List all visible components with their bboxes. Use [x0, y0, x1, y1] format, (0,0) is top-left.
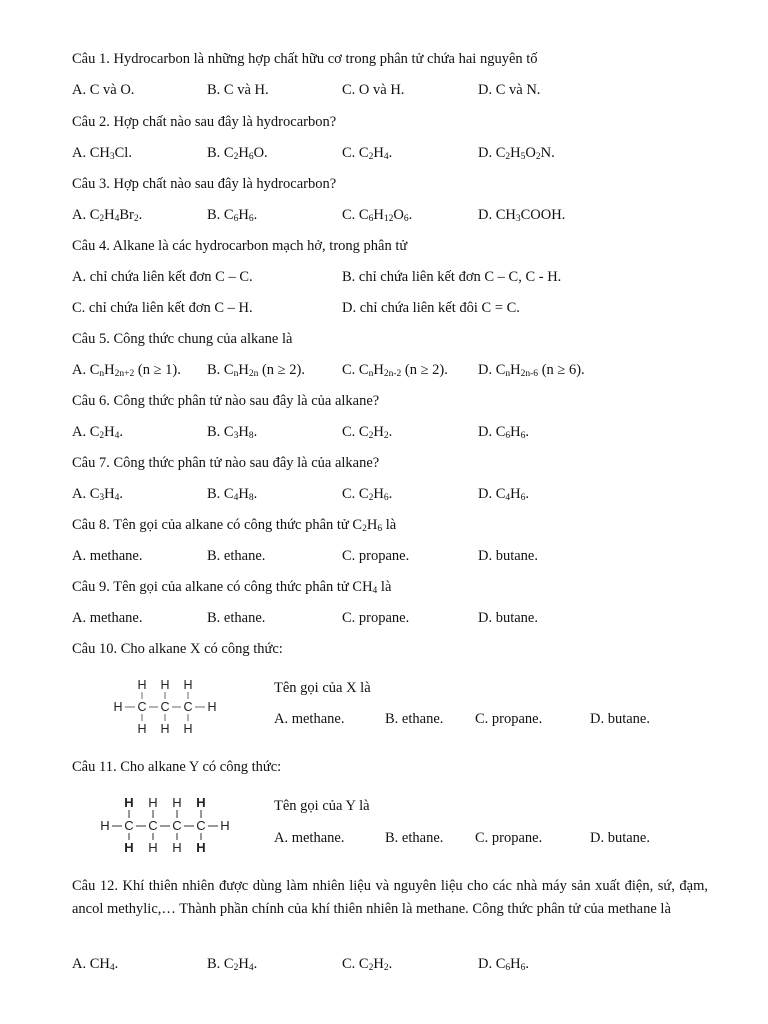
q11-option-c: C. propane.: [475, 830, 543, 846]
atom-c: C: [196, 818, 206, 833]
atom-h: H: [160, 678, 170, 692]
q4-option-d: D. chỉ chứa liên kết đôi C = C.: [342, 300, 520, 316]
question-10: Câu 10. Cho alkane X có công thức:: [72, 641, 283, 657]
q6-option-a: A. $C_2H_4$.: [72, 424, 124, 441]
q4-option-c: C. chỉ chứa liên kết đơn C – H.: [72, 300, 253, 316]
q3-option-a: A. $C_2H_4Br_2$.: [72, 207, 143, 224]
atom-h: H: [220, 818, 230, 833]
question-7: Câu 7. Công thức phân tử nào sau đây là của alkane?: [72, 455, 380, 471]
atom-h: H: [124, 795, 134, 810]
question-1: Câu 1. Hydrocarbon là những hợp chất hữu cơ trong phân tử chứa hai nguyên tố: [72, 51, 538, 67]
atom-c: C: [183, 700, 193, 714]
atom-c: C: [137, 700, 147, 714]
q2-option-b: B. $C_2H_6O$.: [207, 145, 268, 162]
propane-structural-formula: [108, 676, 228, 738]
q1-option-c: C. O và H.: [342, 82, 405, 98]
atom-h: H: [137, 678, 147, 692]
atom-c: C: [148, 818, 158, 833]
butane-structure-y: [95, 794, 245, 856]
atom-h: H: [183, 722, 193, 736]
q11-option-a: A. methane.: [274, 830, 345, 846]
q9-option-b: B. ethane.: [207, 610, 266, 626]
q6-option-d: D. $C_6H_6$.: [478, 424, 530, 441]
q8-option-c: C. propane.: [342, 548, 410, 564]
q8-option-a: A. methane.: [72, 548, 143, 564]
q3-option-b: B. $C_6H_6$.: [207, 207, 258, 224]
q7-option-a: A. $C_3H_4$.: [72, 486, 124, 503]
atom-h: H: [100, 818, 110, 833]
q2-option-a: A. $CH_3Cl$.: [72, 145, 132, 162]
q12-option-b: B. $C_2H_4$.: [207, 956, 258, 973]
question-8: Câu 8. Tên gọi của alkane có công thức phân tử $C_2H_6$ là: [72, 517, 397, 534]
atom-c: C: [160, 700, 170, 714]
q12-option-a: A. $CH_4$.: [72, 956, 119, 973]
butane-structural-formula: [95, 794, 245, 856]
q2-option-d: D. $C_2H_5O_2N$.: [478, 145, 555, 162]
q1-option-d: D. C và N.: [478, 82, 541, 98]
q5-option-c: C. $C_nH_{2n-2}$ (n ≥ 2).: [342, 362, 448, 379]
q3-option-d: D. $CH_3COOH$.: [478, 207, 566, 224]
atom-h: H: [196, 840, 206, 855]
atom-h: H: [172, 795, 182, 810]
q5-option-d: D. $C_nH_{2n-6}$ (n ≥ 6).: [478, 362, 585, 379]
q10-option-d: D. butane.: [590, 711, 650, 727]
question-2: Câu 2. Hợp chất nào sau đây là hydrocarbon?: [72, 114, 337, 130]
q11-option-b: B. ethane.: [385, 830, 444, 846]
q7-option-b: B. $C_4H_8$.: [207, 486, 258, 503]
q9-option-a: A. methane.: [72, 610, 143, 626]
question-4: Câu 4. Alkane là các hydrocarbon mạch hở, trong phân tử: [72, 238, 408, 254]
q4-option-a: A. chỉ chứa liên kết đơn C – C.: [72, 269, 253, 285]
question-5: Câu 5. Công thức chung của alkane là: [72, 331, 293, 347]
atom-h: H: [113, 700, 123, 714]
q8-option-d: D. butane.: [478, 548, 538, 564]
atom-h: H: [137, 722, 147, 736]
atom-h: H: [148, 795, 158, 810]
question-9: Câu 9. Tên gọi của alkane có công thức phân tử $CH_4$ là: [72, 579, 392, 596]
propane-structure-x: [108, 676, 228, 738]
q11-prompt: Tên gọi của Y là: [274, 798, 370, 814]
q1-option-a: A. C và O.: [72, 82, 135, 98]
q3-option-c: C. $C_6H_{12}O_6$.: [342, 207, 413, 224]
q11-option-d: D. butane.: [590, 830, 650, 846]
question-6: Câu 6. Công thức phân tử nào sau đây là của alkane?: [72, 393, 380, 409]
q10-option-a: A. methane.: [274, 711, 345, 727]
q10-option-b: B. ethane.: [385, 711, 444, 727]
q6-option-c: C. $C_2H_2$.: [342, 424, 393, 441]
q8-option-b: B. ethane.: [207, 548, 266, 564]
q7-option-d: D. $C_4H_6$.: [478, 486, 530, 503]
q1-option-b: B. C và H.: [207, 82, 269, 98]
q5-option-a: A. $C_nH_{2n+2}$ (n ≥ 1).: [72, 362, 181, 379]
q7-option-c: C. $C_2H_6$.: [342, 486, 393, 503]
atom-h: H: [160, 722, 170, 736]
atom-h: H: [172, 840, 182, 855]
question-11: Câu 11. Cho alkane Y có công thức:: [72, 759, 282, 775]
atom-h: H: [196, 795, 206, 810]
q9-option-c: C. propane.: [342, 610, 410, 626]
q10-option-c: C. propane.: [475, 711, 543, 727]
q12-option-d: D. $C_6H_6$.: [478, 956, 530, 973]
question-12: Câu 12. Khí thiên nhiên được dùng làm nhiên liệu và nguyên liệu cho các nhà máy sản xuất điện, sứ, đạm, ancol methylic,… Thành phần chính của khí thiên nhiên là methane. Công thức phân tử của methane là: [72, 878, 708, 917]
q10-prompt: Tên gọi của X là: [274, 680, 371, 696]
atom-c: C: [172, 818, 182, 833]
q12-option-c: C. $C_2H_2$.: [342, 956, 393, 973]
atom-h: H: [183, 678, 193, 692]
atom-c: C: [124, 818, 134, 833]
atom-h: H: [148, 840, 158, 855]
q6-option-b: B. $C_3H_8$.: [207, 424, 258, 441]
q5-option-b: B. $C_nH_{2n}$ (n ≥ 2).: [207, 362, 305, 379]
q9-option-d: D. butane.: [478, 610, 538, 626]
atom-h: H: [124, 840, 134, 855]
question-3: Câu 3. Hợp chất nào sau đây là hydrocarbon?: [72, 176, 337, 192]
q4-option-b: B. chỉ chứa liên kết đơn C – C, C - H.: [342, 269, 562, 285]
atom-h: H: [207, 700, 217, 714]
q2-option-c: C. $C_2H_4$.: [342, 145, 393, 162]
